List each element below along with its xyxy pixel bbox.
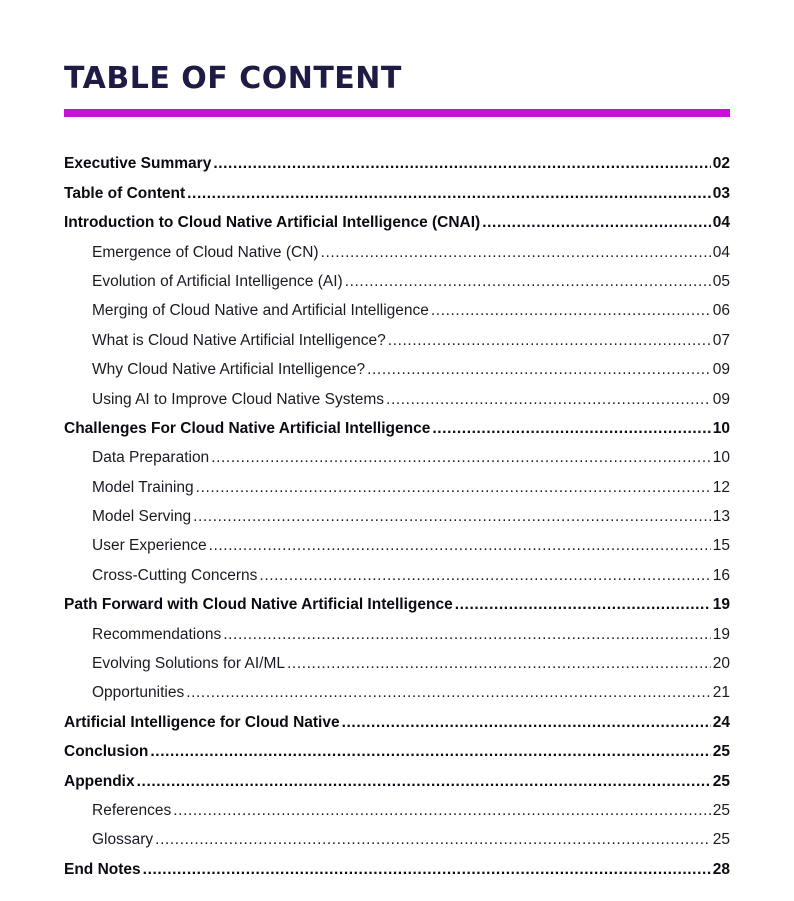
toc-entry-page-number: 07 bbox=[712, 331, 730, 349]
toc-entry-label: Appendix bbox=[64, 772, 135, 790]
toc-page bbox=[64, 0, 730, 878]
toc-entry-page-number: 21 bbox=[712, 684, 730, 702]
dot-leader bbox=[287, 654, 711, 674]
toc-entry-label: Recommendations bbox=[92, 625, 222, 643]
toc-entry-label: Opportunities bbox=[92, 684, 185, 702]
toc-entry-label: Introduction to Cloud Native Artificial Intelligence (CNAI) bbox=[64, 214, 481, 232]
toc-entry[interactable] bbox=[64, 145, 730, 174]
toc-entry-page-number: 10 bbox=[712, 449, 730, 467]
toc-entry[interactable] bbox=[64, 792, 730, 821]
toc-entry-label: Executive Summary bbox=[64, 155, 212, 173]
toc-entry-label: Emergence of Cloud Native (CN) bbox=[92, 243, 319, 261]
toc-entry-page-number: 02 bbox=[712, 155, 730, 173]
toc-entry[interactable] bbox=[64, 174, 730, 203]
dot-leader bbox=[193, 507, 711, 527]
toc-entry-page-number: 15 bbox=[712, 537, 730, 555]
toc-entry-page-number: 10 bbox=[712, 419, 730, 437]
toc-entry-label: Evolving Solutions for AI/ML bbox=[92, 655, 285, 673]
toc-entry[interactable] bbox=[64, 556, 730, 585]
dot-leader bbox=[259, 566, 710, 586]
toc-entry[interactable] bbox=[64, 321, 730, 350]
toc-entry-label: Using AI to Improve Cloud Native Systems bbox=[92, 390, 385, 408]
dot-leader bbox=[431, 301, 711, 321]
toc-entry-label: Data Preparation bbox=[92, 449, 210, 467]
dot-leader bbox=[223, 625, 711, 645]
toc-entry-page-number: 19 bbox=[712, 596, 730, 614]
toc-entry-label: User Experience bbox=[92, 537, 207, 555]
toc-entry-page-number: 09 bbox=[712, 361, 730, 379]
toc-entry[interactable] bbox=[64, 762, 730, 791]
dot-leader bbox=[482, 213, 711, 233]
toc-entry[interactable] bbox=[64, 498, 730, 527]
toc-entry[interactable] bbox=[64, 527, 730, 556]
toc-entry-page-number: 09 bbox=[712, 390, 730, 408]
toc-entry-label: Evolution of Artificial Intelligence (AI) bbox=[92, 272, 343, 290]
toc-entry[interactable] bbox=[64, 439, 730, 468]
title-underline-rule bbox=[64, 109, 730, 117]
dot-leader bbox=[211, 448, 711, 468]
toc-entry-page-number: 25 bbox=[712, 801, 730, 819]
toc-entry-page-number: 05 bbox=[712, 272, 730, 290]
dot-leader bbox=[213, 154, 710, 174]
toc-entry-label: Challenges For Cloud Native Artificial Intelligence bbox=[64, 419, 431, 437]
dot-leader bbox=[386, 390, 711, 410]
toc-entry[interactable] bbox=[64, 410, 730, 439]
toc-entry[interactable] bbox=[64, 263, 730, 292]
toc-entry-label: Model Serving bbox=[92, 508, 192, 526]
toc-entry-page-number: 19 bbox=[712, 625, 730, 643]
dot-leader bbox=[196, 478, 711, 498]
dot-leader bbox=[173, 801, 710, 821]
dot-leader bbox=[345, 272, 711, 292]
dot-leader bbox=[455, 595, 711, 615]
dot-leader bbox=[155, 830, 711, 850]
dot-leader bbox=[342, 713, 711, 733]
toc-entry-page-number: 25 bbox=[712, 743, 730, 761]
toc-entry[interactable] bbox=[64, 468, 730, 497]
toc-entry[interactable] bbox=[64, 850, 730, 879]
dot-leader bbox=[432, 419, 710, 439]
toc-entry-label: References bbox=[92, 801, 172, 819]
dot-leader bbox=[321, 243, 711, 263]
toc-entry[interactable] bbox=[64, 645, 730, 674]
toc-entry-label: Conclusion bbox=[64, 743, 149, 761]
toc-entry-label: Table of Content bbox=[64, 184, 186, 202]
toc-entry-page-number: 03 bbox=[712, 184, 730, 202]
toc-entry-label: Cross-Cutting Concerns bbox=[92, 566, 258, 584]
toc-entry-label: Model Training bbox=[92, 478, 194, 496]
toc-entry-label: What is Cloud Native Artificial Intelligence? bbox=[92, 331, 386, 349]
toc-entry-label: End Notes bbox=[64, 860, 141, 878]
toc-entry-page-number: 24 bbox=[712, 713, 730, 731]
toc-entry[interactable] bbox=[64, 292, 730, 321]
toc-entry[interactable] bbox=[64, 233, 730, 262]
toc-entry-page-number: 20 bbox=[712, 655, 730, 673]
toc-entry-page-number: 16 bbox=[712, 566, 730, 584]
toc-entry-page-number: 25 bbox=[712, 772, 730, 790]
dot-leader bbox=[367, 360, 711, 380]
dot-leader bbox=[143, 860, 711, 880]
dot-leader bbox=[137, 772, 711, 792]
dot-leader bbox=[186, 683, 711, 703]
dot-leader bbox=[388, 331, 711, 351]
toc-entry-label: Path Forward with Cloud Native Artificial Intelligence bbox=[64, 596, 453, 614]
toc-entry-page-number: 28 bbox=[712, 860, 730, 878]
toc-entry-label: Why Cloud Native Artificial Intelligence? bbox=[92, 361, 366, 379]
toc-entry[interactable] bbox=[64, 821, 730, 850]
toc-entry-page-number: 12 bbox=[712, 478, 730, 496]
toc-entry[interactable] bbox=[64, 204, 730, 233]
page-title: TABLE OF CONTENT bbox=[64, 61, 402, 96]
toc-entry[interactable] bbox=[64, 733, 730, 762]
toc-entry-page-number: 13 bbox=[712, 508, 730, 526]
toc-entry[interactable] bbox=[64, 703, 730, 732]
toc-entry[interactable] bbox=[64, 380, 730, 409]
toc-entry[interactable] bbox=[64, 615, 730, 644]
dot-leader bbox=[150, 742, 710, 762]
dot-leader bbox=[187, 184, 711, 204]
toc-entry-page-number: 04 bbox=[712, 214, 730, 232]
toc-entry-label: Artificial Intelligence for Cloud Native bbox=[64, 713, 340, 731]
toc-entry-page-number: 04 bbox=[712, 243, 730, 261]
toc-entry-page-number: 25 bbox=[712, 831, 730, 849]
toc-entry-label: Glossary bbox=[92, 831, 154, 849]
dot-leader bbox=[209, 536, 711, 556]
toc-entry-label: Merging of Cloud Native and Artificial Intelligence bbox=[92, 302, 429, 320]
toc-entry[interactable] bbox=[64, 351, 730, 380]
toc-entry[interactable] bbox=[64, 674, 730, 703]
toc-entry-page-number: 06 bbox=[712, 302, 730, 320]
table-of-contents-list bbox=[64, 145, 730, 880]
toc-entry[interactable] bbox=[64, 586, 730, 615]
